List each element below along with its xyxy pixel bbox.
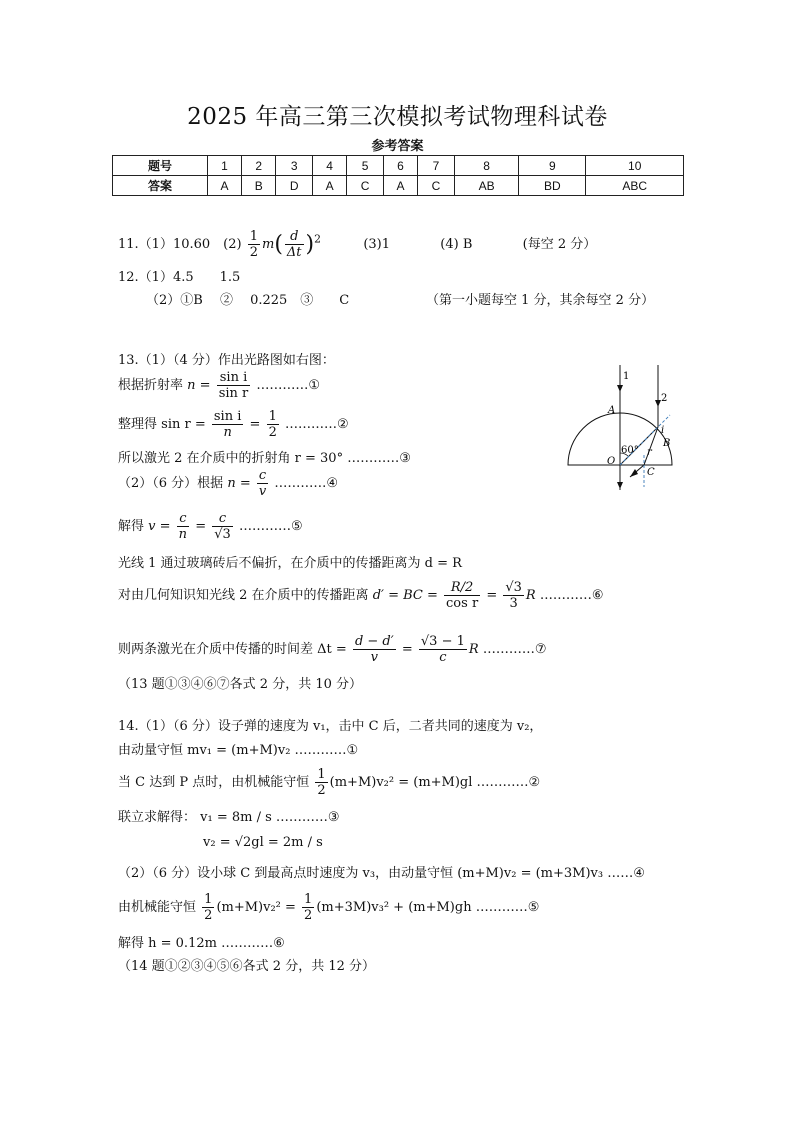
q11-mass: m	[262, 237, 275, 252]
q14-line7	[118, 892, 539, 923]
table-cell: 2	[242, 156, 276, 176]
table-cell: 9	[519, 156, 586, 176]
table-cell: C	[347, 176, 384, 196]
fraction-denominator: n	[223, 425, 232, 440]
table-cell: B	[242, 176, 276, 196]
fraction-denominator: v	[370, 650, 378, 665]
label-a: A	[608, 405, 616, 416]
exit-ray-arrow	[630, 469, 638, 477]
fraction-numerator: 1	[249, 229, 258, 244]
fraction-denominator: n	[178, 527, 188, 542]
fraction-numerator: c	[177, 511, 189, 527]
fraction-numerator: 1	[268, 409, 277, 424]
q11-velocity-fraction	[285, 229, 304, 260]
equals-sign: =	[195, 519, 207, 534]
label-angle: 60°	[621, 445, 639, 456]
table-cell: 3	[276, 156, 313, 176]
answer-table	[112, 155, 684, 196]
label-ray-1: 1	[623, 371, 630, 382]
table-cell: 10	[586, 156, 684, 176]
label-ray-2: 2	[661, 393, 668, 404]
q12-line1: 12.（1）4.5 1.5	[118, 270, 241, 285]
q13-text: 整理得	[118, 417, 158, 432]
q13-line7: 光线 1 通过玻璃砖后不偏折，在介质中的传播距离为 d = R	[118, 556, 462, 571]
radius-symbol: R	[468, 642, 479, 657]
q14-line4: 联立求解得： v₁ = 8m / s …………③	[118, 810, 340, 825]
fraction-numerator: c	[212, 511, 233, 527]
q14-text: 由机械能守恒	[118, 900, 197, 915]
q14-line1: 14.（1）（6 分）设子弹的速度为 v₁，击中 C 后，二者共同的速度为 v₂，	[118, 719, 543, 734]
equation-number: …………⑤	[238, 519, 303, 534]
fraction	[302, 892, 314, 923]
q13-text: 根据折射率	[118, 378, 184, 393]
fraction-numerator: 1	[317, 767, 326, 782]
q13-equation: n =	[227, 476, 251, 491]
close-paren: )	[305, 232, 315, 257]
q13-equation: sin r =	[161, 417, 206, 432]
label-o: O	[607, 456, 616, 467]
fraction-numerator: d	[285, 229, 304, 245]
fraction	[353, 634, 396, 665]
table-cell: A	[383, 176, 417, 196]
fraction-denominator: 2	[304, 908, 313, 923]
fraction-denominator: 2	[249, 245, 258, 260]
equation-number: …………②	[284, 417, 349, 432]
q14-line5: v₂ = √2gl = 2m / s	[203, 835, 323, 850]
table-cell: AB	[454, 176, 519, 196]
table-cell: A	[207, 176, 241, 196]
fraction-numerator: d − d′	[354, 634, 394, 649]
q14-line2: 由动量守恒 mv₁ = (m+M)v₂ …………①	[118, 743, 359, 758]
q11-part4: (4) B	[440, 237, 473, 252]
label-b: B	[663, 438, 671, 449]
q12-line2: （2）①B ② 0.225 ③ C	[146, 293, 350, 308]
table-cell: ABC	[586, 176, 684, 196]
table-cell: D	[276, 176, 313, 196]
table-header-cell: 答案	[113, 176, 208, 196]
q13-line2	[118, 370, 320, 401]
equation-number: …………④	[274, 476, 339, 491]
q13-equation: v =	[148, 519, 171, 534]
q13-equation: d′ = BC =	[372, 588, 438, 603]
table-cell: BD	[519, 176, 586, 196]
label-c: C	[647, 467, 655, 478]
q13-line8	[118, 580, 604, 611]
refraction-fraction	[217, 370, 251, 401]
q12-score-note: （第一小题每空 1 分，其余每空 2 分）	[426, 293, 655, 308]
q11-half-fraction	[248, 229, 260, 260]
q13-line4: 所以激光 2 在介质中的折射角 r = 30° …………③	[118, 451, 411, 466]
table-cell: 4	[313, 156, 347, 176]
q13-line6	[118, 511, 303, 542]
fraction-numerator: R/2	[444, 580, 480, 596]
q14-text: 当 C 达到 P 点时，由机械能守恒	[118, 775, 310, 790]
q13-line3	[118, 409, 349, 440]
ray-1-arrow-top	[617, 385, 623, 392]
fraction-denominator: v	[258, 484, 267, 499]
equation-number: …………⑦	[482, 642, 547, 657]
q13-line9	[118, 634, 546, 665]
fraction	[212, 409, 244, 440]
fraction-numerator: √3	[505, 580, 522, 595]
q13-text: 对由几何知识知光线 2 在介质中的传播距离	[118, 588, 369, 603]
q13-score-note: （13 题①③④⑥⑦各式 2 分，共 10 分）	[118, 677, 363, 692]
q14-equation: (m+M)v₂² =	[216, 900, 296, 915]
fraction-denominator: sin r	[218, 386, 249, 401]
fraction-denominator: 2	[268, 425, 277, 440]
refracted-ray	[644, 427, 658, 465]
fraction-numerator: √3 − 1	[420, 634, 465, 649]
table-cell: 5	[347, 156, 384, 176]
table-cell: 6	[383, 156, 417, 176]
q14-equation: (m+M)v₂² = (m+M)gl …………②	[329, 775, 541, 790]
page-title: 2025 年高三第三次模拟考试物理科试卷	[187, 104, 608, 130]
q13-line5	[118, 468, 338, 499]
ray-1-arrow-bottom	[617, 482, 623, 489]
q13-text: 解得	[118, 519, 145, 534]
fraction-denominator: √3	[214, 527, 231, 542]
fraction	[257, 468, 268, 499]
table-row-answers	[113, 176, 684, 196]
fraction-denominator: c	[439, 650, 447, 665]
fraction-numerator: sin i	[213, 409, 242, 424]
q13-line1: 13.（1）（4 分）作出光路图如右图：	[118, 353, 335, 368]
q14-line3	[118, 767, 540, 798]
equals-sign: =	[401, 642, 413, 657]
q11-line	[118, 229, 596, 260]
fraction-denominator: 2	[204, 908, 213, 923]
q13-text: （2）（6 分）根据	[118, 476, 224, 491]
q13-text: 则两条激光在介质中传播的时间差	[118, 642, 314, 657]
fraction	[315, 767, 327, 798]
table-cell: 1	[207, 156, 241, 176]
fraction-denominator: Δt	[286, 245, 302, 260]
q14-line6: （2）（6 分）设小球 C 到最高点时速度为 v₃，由动量守恒 (m+M)v₂ = (m+3M)v₃ ……④	[118, 866, 645, 881]
table-cell: 7	[418, 156, 455, 176]
fraction-numerator: 1	[304, 892, 313, 907]
fraction	[419, 634, 467, 665]
page-subtitle: 参考答案	[371, 139, 424, 154]
q14-line8: 解得 h = 0.12m …………⑥	[118, 936, 285, 951]
label-i: i	[661, 425, 665, 436]
table-cell: A	[313, 176, 347, 196]
fraction-numerator: c	[257, 468, 268, 484]
q11-exponent: 2	[314, 232, 322, 246]
q11-score-note: (每空 2 分）	[522, 237, 597, 252]
table-row-numbers	[113, 156, 684, 176]
label-r: r	[647, 447, 652, 458]
fraction	[267, 409, 279, 440]
equation-number: …………①	[256, 378, 321, 393]
table-header-cell: 题号	[113, 156, 208, 176]
fraction-denominator: 3	[509, 596, 518, 611]
fraction-numerator: 1	[204, 892, 213, 907]
table-cell: C	[418, 176, 455, 196]
fraction	[444, 580, 480, 611]
q14-score-note: （14 题①②③④⑤⑥各式 2 分，共 12 分）	[118, 959, 376, 974]
q11-lead: 11.（1）10.60 (2)	[118, 237, 242, 252]
fraction	[202, 892, 214, 923]
equation-number: …………⑥	[539, 588, 604, 603]
light-path-diagram	[560, 355, 690, 495]
table-cell: 8	[454, 156, 519, 176]
equals-sign: =	[249, 417, 261, 432]
fraction-denominator: cos r	[446, 596, 479, 611]
fraction	[212, 511, 233, 542]
equals-sign: =	[486, 588, 498, 603]
open-paren: (	[274, 232, 283, 257]
q11-part3: (3)1	[363, 237, 390, 252]
fraction	[177, 511, 189, 542]
q14-equation: (m+3M)v₃² + (m+M)gh …………⑤	[316, 900, 540, 915]
fraction-numerator: sin i	[217, 370, 251, 386]
fraction	[503, 580, 524, 611]
q13-equation: Δt =	[317, 642, 347, 657]
fraction-denominator: 2	[317, 783, 326, 798]
radius-symbol: R	[525, 588, 536, 603]
q13-equation: n =	[187, 378, 211, 393]
